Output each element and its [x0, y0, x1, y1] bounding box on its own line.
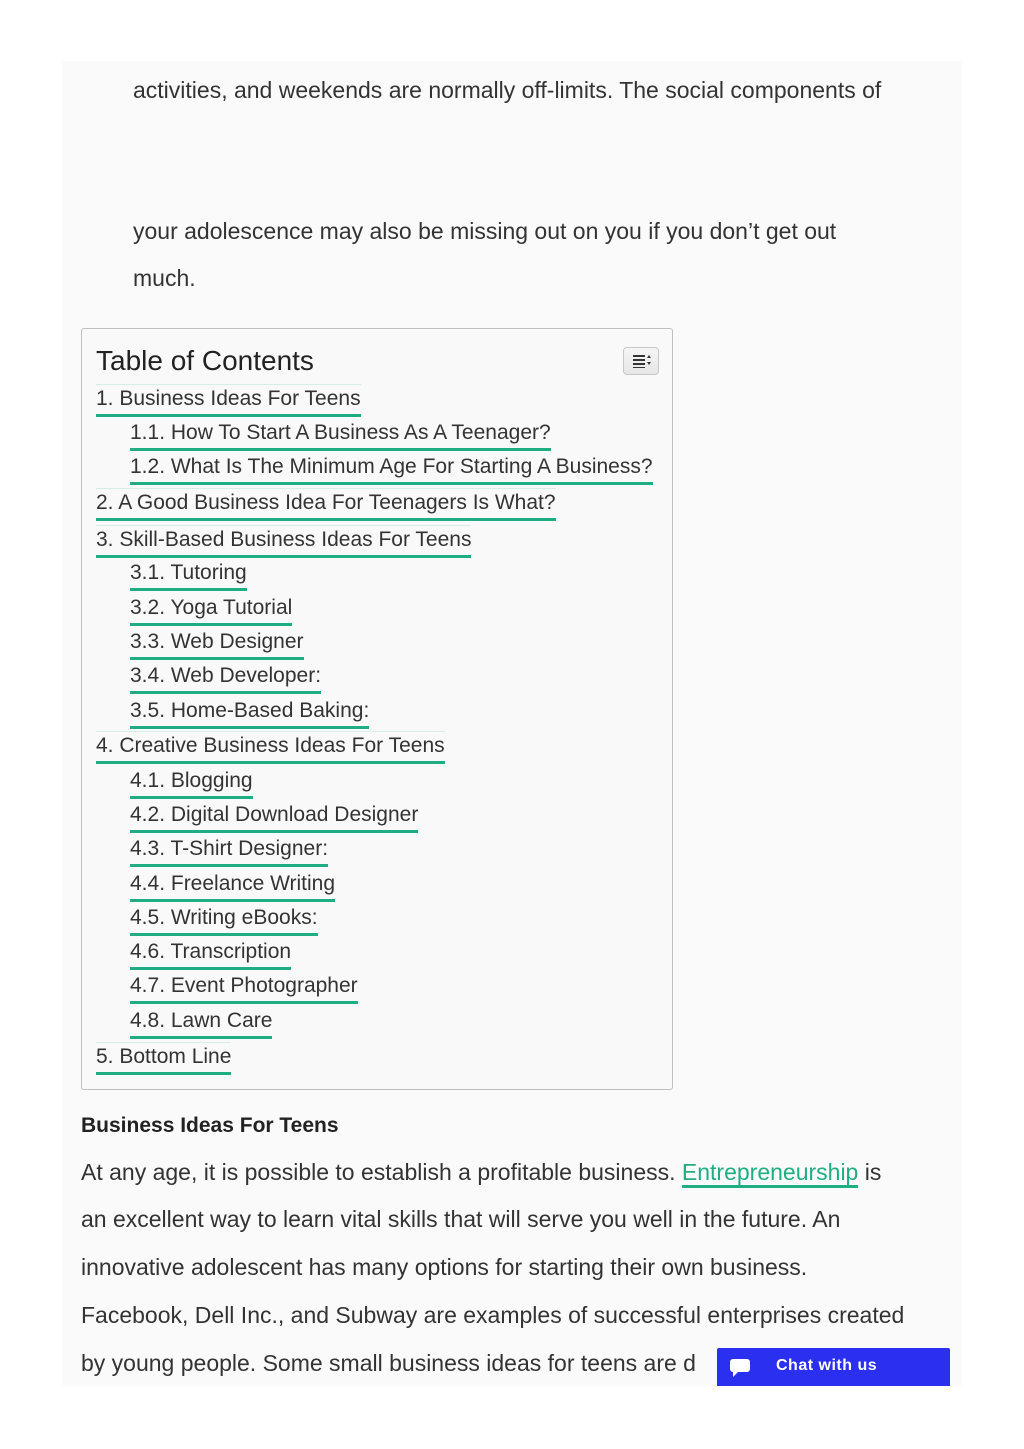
body-text: At any age, it is possible to establish a profitable business.	[81, 1159, 682, 1185]
list-toggle-icon[interactable]	[623, 347, 659, 375]
body-line-3: innovative adolescent has many options for starting their own business.	[81, 1254, 808, 1280]
toc-item[interactable]: 4.4. Freelance Writing	[130, 870, 335, 902]
body-line-2: an excellent way to learn vital skills that will serve you well in the future. An	[81, 1206, 841, 1232]
intro-line-2: your adolescence may also be missing out on you if you don’t get out	[133, 218, 837, 244]
toc-item[interactable]: 3.2. Yoga Tutorial	[130, 594, 292, 626]
body-line-5: by young people. Some small business ideas for teens are d	[81, 1350, 696, 1376]
toc-item[interactable]: 1.1. How To Start A Business As A Teenager?	[130, 419, 551, 451]
toc-item[interactable]: 2. A Good Business Idea For Teenagers Is What?	[96, 488, 556, 521]
toc-item[interactable]: 1. Business Ideas For Teens	[96, 384, 361, 417]
toc-item[interactable]: 3.5. Home-Based Baking:	[130, 697, 369, 729]
toc-item[interactable]: 4.1. Blogging	[130, 767, 253, 799]
toc-item[interactable]: 3.1. Tutoring	[130, 559, 247, 591]
chat-widget-button[interactable]	[717, 1348, 950, 1386]
toc-item[interactable]: 4.7. Event Photographer	[130, 972, 358, 1004]
chat-label: Chat with us	[776, 1357, 878, 1374]
toc-item[interactable]: 5. Bottom Line	[96, 1042, 231, 1075]
chat-bubble-icon	[729, 1357, 751, 1384]
toc-item[interactable]: 4.5. Writing eBooks:	[130, 904, 318, 936]
toc-item[interactable]: 4.6. Transcription	[130, 938, 291, 970]
toc-item[interactable]: 3. Skill-Based Business Ideas For Teens	[96, 525, 471, 558]
toc-title: Table of Contents	[96, 345, 314, 376]
body-line-1	[81, 1159, 881, 1186]
toc-item[interactable]: 3.3. Web Designer	[130, 628, 304, 660]
toc-item[interactable]: 1.2. What Is The Minimum Age For Starting A Business?	[130, 453, 653, 485]
toc-item[interactable]: 3.4. Web Developer:	[130, 662, 321, 694]
section-heading: Business Ideas For Teens	[81, 1114, 339, 1137]
toc-item[interactable]: 4. Creative Business Ideas For Teens	[96, 731, 445, 764]
body-text: is	[858, 1159, 882, 1185]
article-page	[62, 61, 962, 1386]
entrepreneurship-link[interactable]: Entrepreneurship	[682, 1159, 858, 1188]
body-line-4: Facebook, Dell Inc., and Subway are examples of successful enterprises created	[81, 1302, 905, 1328]
intro-line-3: much.	[133, 265, 196, 291]
toc-item[interactable]: 4.2. Digital Download Designer	[130, 801, 418, 833]
intro-line-1: activities, and weekends are normally off-limits. The social components of	[133, 77, 882, 103]
toc-item[interactable]: 4.3. T-Shirt Designer:	[130, 835, 328, 867]
table-of-contents	[81, 328, 673, 1090]
toc-item[interactable]: 4.8. Lawn Care	[130, 1007, 272, 1039]
